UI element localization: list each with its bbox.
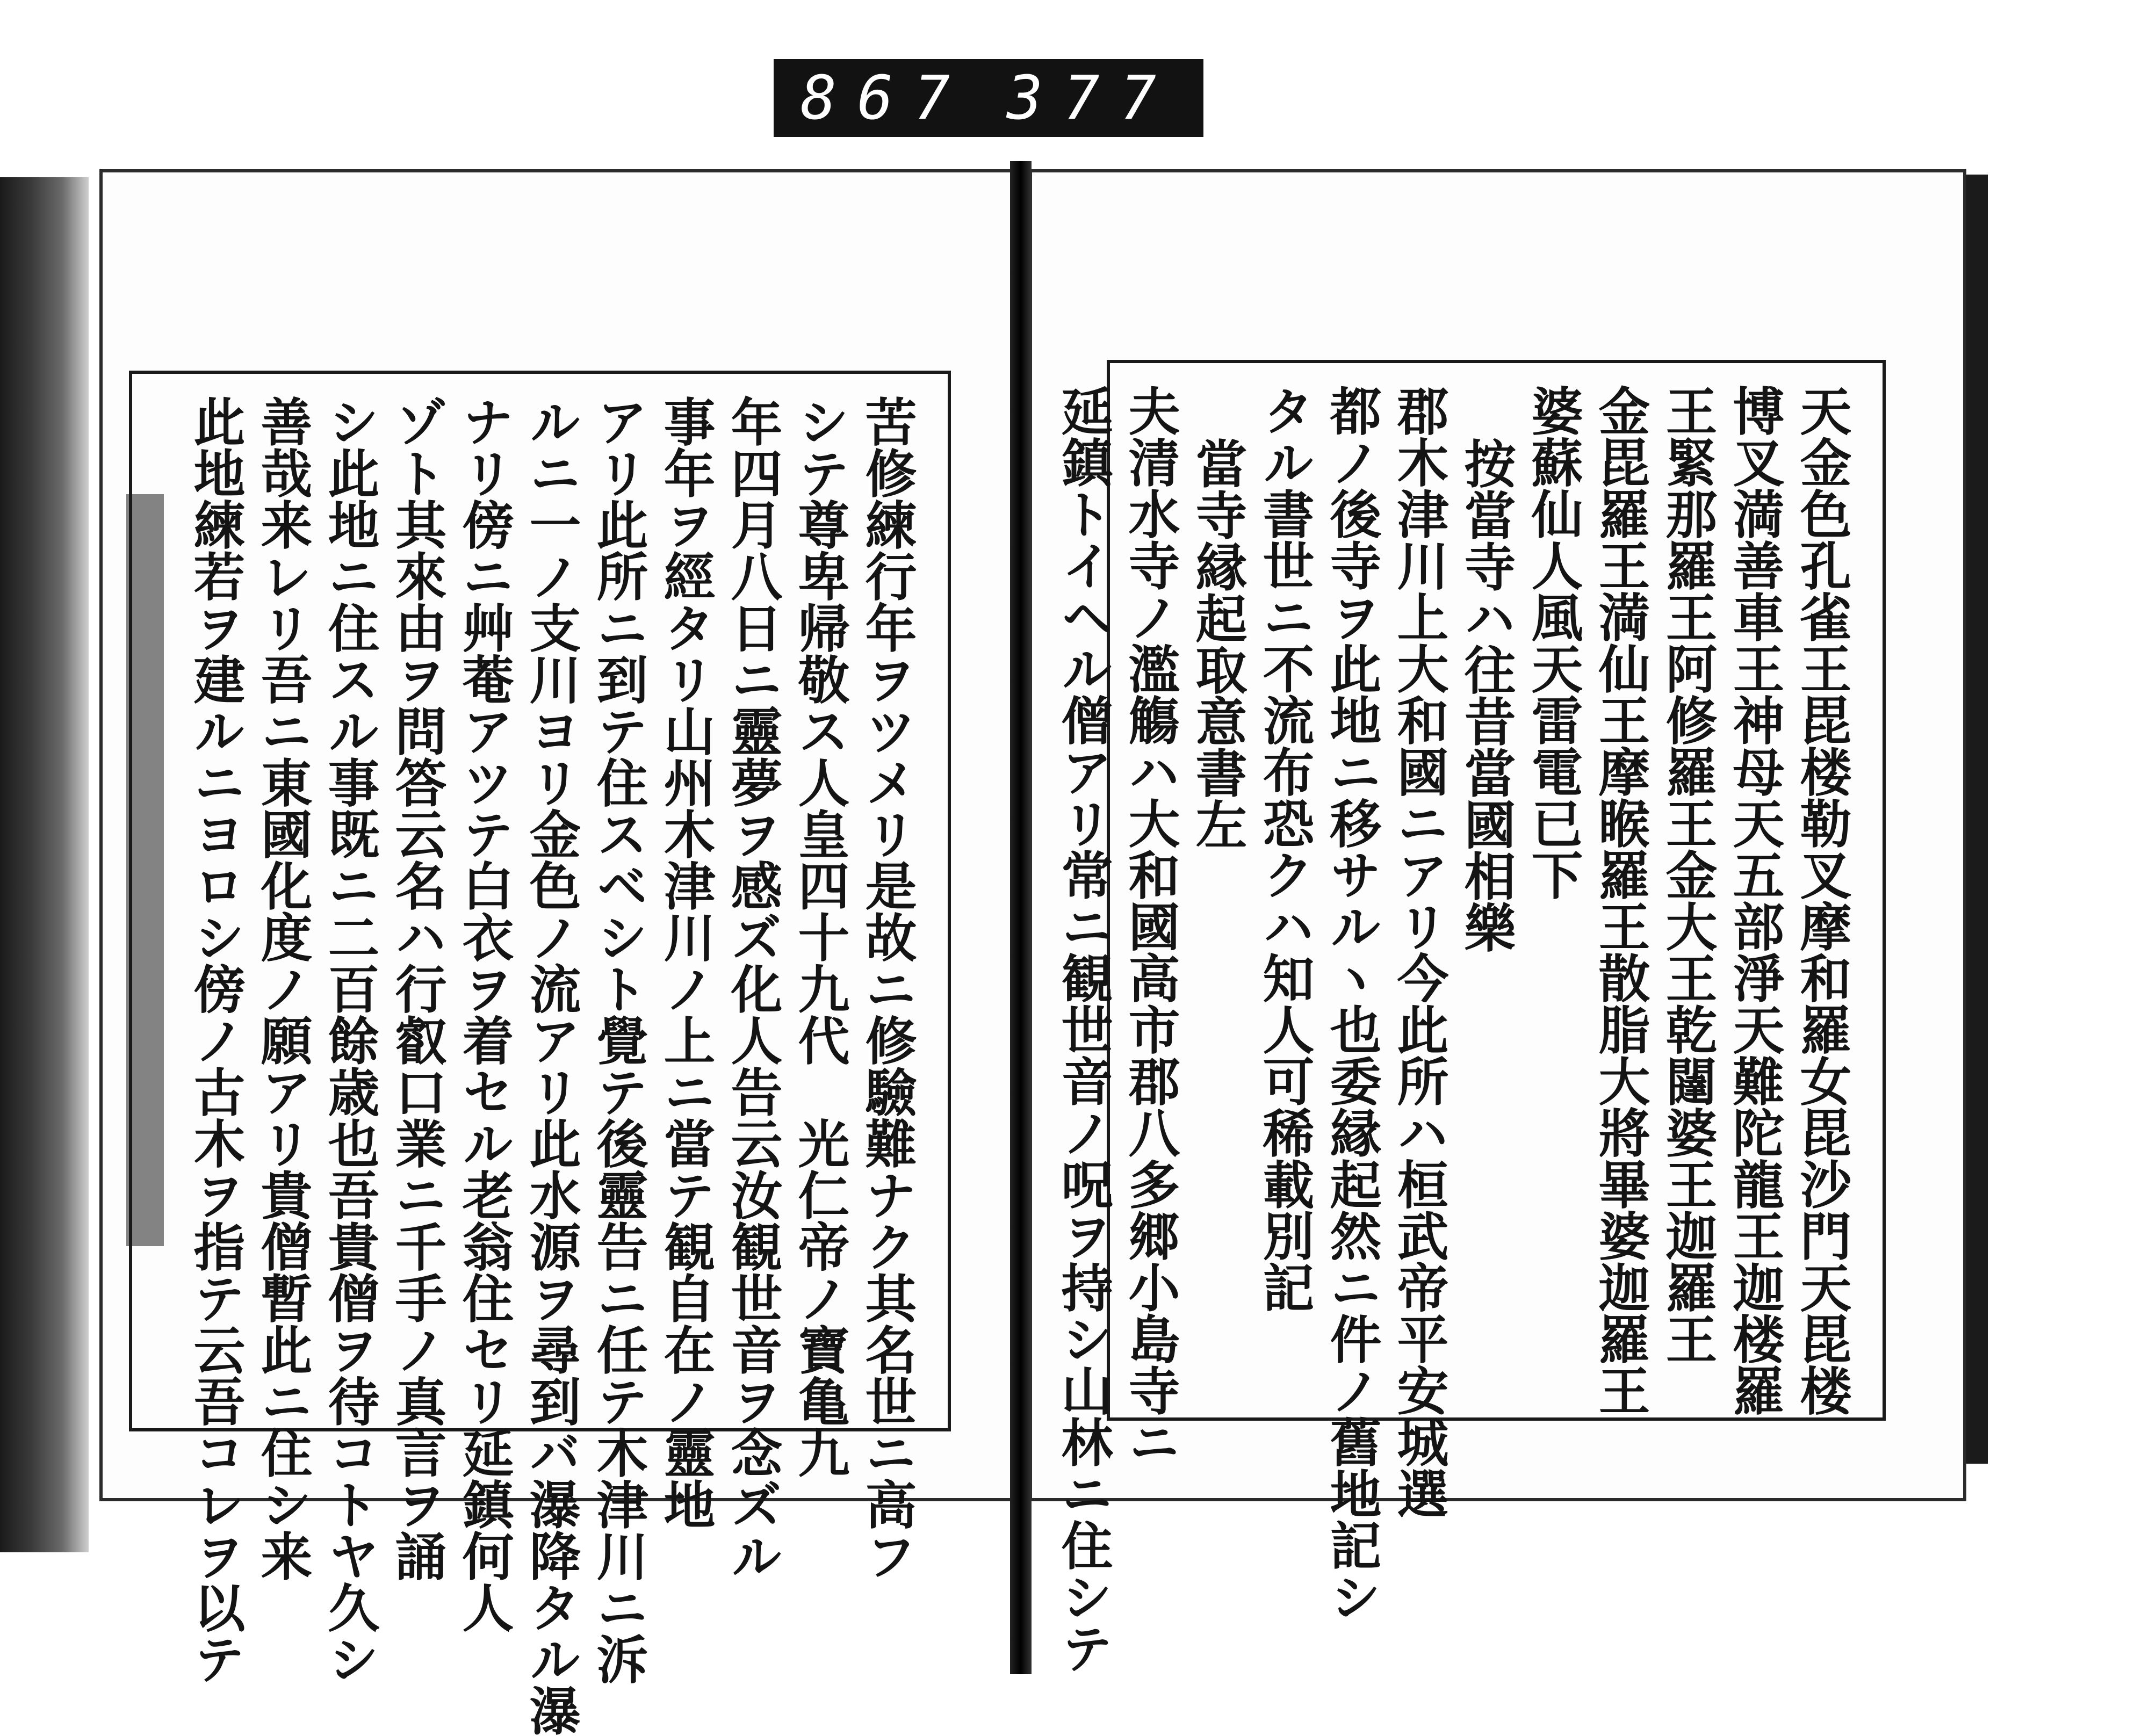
left-text-block <box>158 395 921 1736</box>
text-line: 郡木津川上大和國ニアリ今此所ハ桓武帝平安城選 <box>1389 385 1450 1519</box>
text-line: アリ此所ニ到テ住スベシト覺テ後靈告ニ任テ木津川ニ泝 <box>588 395 649 1684</box>
text-line: ナリ傍ニ艸菴アツテ白衣ヲ着セル老翁住セリ延鎮何人 <box>454 395 515 1633</box>
book-binding <box>1010 161 1032 1674</box>
text-line: ゾト其來由ヲ問答云名ハ行叡口業ニ千手ノ真言ヲ誦 <box>387 395 448 1581</box>
right-text-block <box>1053 385 1856 1674</box>
text-line: シテ尊卑帰敬ス人皇四十九代 光仁帝ノ寶亀九 <box>790 395 850 1478</box>
text-line: ルニ一ノ支川ヨリ金色ノ流アリ此水源ヲ尋到バ瀑降タル瀑 <box>521 395 582 1736</box>
text-line: 王緊那羅王阿修羅王金大王乾闥婆王迦羅王 <box>1657 385 1718 1364</box>
right-text-frame <box>1053 360 1886 1674</box>
text-line: 天金色孔雀王毘楼勒叉摩和羅女毘沙門天毘楼 <box>1792 385 1852 1416</box>
text-line: 苦修練行年ヲツメリ是故ニ修驗難ナク其名世ニ高フ <box>857 395 918 1581</box>
text-line: 事年ヲ經タリ山州木津川ノ上ニ當テ観自在ノ靈地 <box>655 395 716 1530</box>
scan-left-edge <box>0 177 89 1552</box>
text-line: 延鎮トイヘル僧アリ常ニ観世音ノ呪ヲ持シ山林ニ住シテ <box>1053 385 1114 1674</box>
section-heading: 當寺縁起取意書左 <box>1187 437 1248 850</box>
text-line: 年四月八日ニ靈夢ヲ感ズ化人告云汝観世音ヲ念ズル <box>723 395 783 1581</box>
text-line: 博叉満善車王神母天五部淨天難陀龍王迦楼羅 <box>1725 385 1785 1416</box>
text-line: 此地練若ヲ建ルニヨロシ傍ノ古木ヲ指テ云吾コレヲ以テ <box>185 395 246 1684</box>
left-text-frame <box>129 371 951 1736</box>
archive-number-right: 377 <box>1006 63 1177 133</box>
text-line: 夫清水寺ノ濫觴ハ大和國高市郡八多郷小島寺ニ <box>1120 385 1181 1467</box>
text-line: 都ノ後寺ヲ此地ニ移サルヽ也委縁起然ニ件ノ舊地記シ <box>1322 385 1382 1622</box>
archive-number-label <box>774 59 1203 137</box>
inline-note: 按當寺ハ往昔當國相樂 <box>1456 437 1517 953</box>
text-line: タル書世ニ不流布恐クハ知人可稀載別記 <box>1254 385 1315 1313</box>
text-line: 金毘羅王満仙王摩睺羅王散脂大將畢婆迦羅王 <box>1590 385 1651 1416</box>
archive-number-left: 867 <box>801 63 971 133</box>
text-line: 婆蘇仙人風天雷電已下 <box>1523 385 1584 900</box>
text-line: 善哉来レリ吾ニ東國化度ノ願アリ貴僧暫此ニ住シ来 <box>253 395 313 1581</box>
text-line: シ此地ニ住スル事既ニ二百餘歳也吾貴僧ヲ待コトヤ久シ <box>320 395 380 1684</box>
